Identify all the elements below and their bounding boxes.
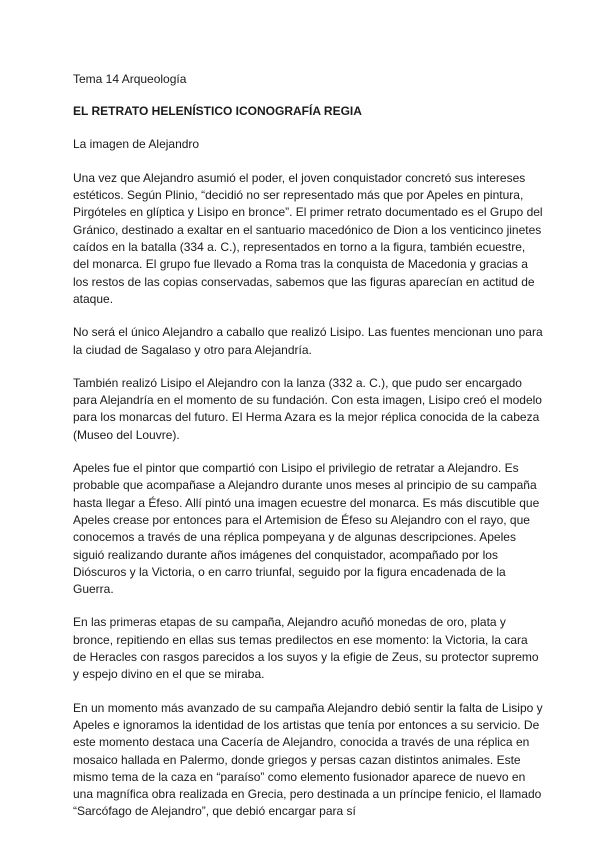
section-subtitle: La imagen de Alejandro	[73, 136, 200, 151]
paragraph-monedas: En las primeras etapas de su campaña, Alejandro acuñó monedas de oro, plata y bronce, repitiendo en ellas sus temas predilectos en ese momento: la Victoria, la cara de Heracles con rasgos parecidos a los suyos y la efigie de Zeus, su protector supremo y espejo divino en el que se miraba.	[73, 615, 539, 682]
paragraph-apeles: Apeles fue el pintor que compartió con Lisipo el privilegio de retratar a Alejandro. Es probable que acompañase a Alejandro durante unos meses al principio de su campaña hasta llegar a Éfeso. Allí pintó una imagen ecuestre del monarca. Es más discutible que Apeles crease por entonces para el Artemision de Éfeso su Alejandro con el rayo, que conocemos a través de una réplica pompeyana y de algunas descripciones. Apeles siguió realizando durante años imágenes del conquistador, acompañado por los Dióscuros y la Victoria, o en carro triunfal, seguido por la figura encadenada de la Guerra.	[73, 461, 540, 597]
document-body	[73, 71, 543, 837]
paragraph-alejandro-poder: Una vez que Alejandro asumió el poder, el joven conquistador concretó sus intereses estéticos. Según Plinio, “decidió no ser representado más que por Apeles en pintura, Pirgóteles en glíptica y Lisipo en bronce”. El primer retrato documentado es el Grupo del Gránico, destinado a exaltar en el santuario macedónico de Dion a los venticinco jinetes caídos en la batalla (334 a. C.), representados en torno a la figura, también ecuestre, del monarca. El grupo fue llevado a Roma tras la conquista de Macedonia y gracias a los restos de las copias conservadas, sabemos que las figuras aparecían en actitud de ataque.	[73, 170, 543, 306]
paragraph-caceria: En un momento más avanzado de su campaña Alejandro debió sentir la falta de Lisipo y Apeles e ignoramos la identidad de los artistas que tenía por entonces a su servicio. De este momento destaca una Cacería de Alejandro, conocida a través de una réplica en mosaico hallada en Palermo, donde griegos y persas cazan distintos animales. Este mismo tema de la caza en “paraíso” como elemento fusionador aparece de nuevo en una magnífica obra realizada en Grecia, pero destinada a un príncipe fenicio, el llamado “Sarcófago de Alejandro”, que debió encargar para sí	[73, 700, 543, 819]
document-title: EL RETRATO HELENÍSTICO ICONOGRAFÍA REGIA	[73, 104, 362, 119]
document-header: Tema 14 Arqueología	[73, 72, 187, 86]
paragraph-alejandro-caballo: No será el único Alejandro a caballo que realizó Lisipo. Las fuentes mencionan uno para la ciudad de Sagalaso y otro para Alejandría.	[73, 325, 543, 357]
paragraph-alejandro-lanza: También realizó Lisipo el Alejandro con la lanza (332 a. C.), que pudo ser encargado para Alejandría en el momento de su fundación. Con esta imagen, Lisipo creó el modelo para los monarcas del futuro. El Herma Azara es la mejor réplica conocida de la cabeza (Museo del Louvre).	[73, 375, 542, 442]
